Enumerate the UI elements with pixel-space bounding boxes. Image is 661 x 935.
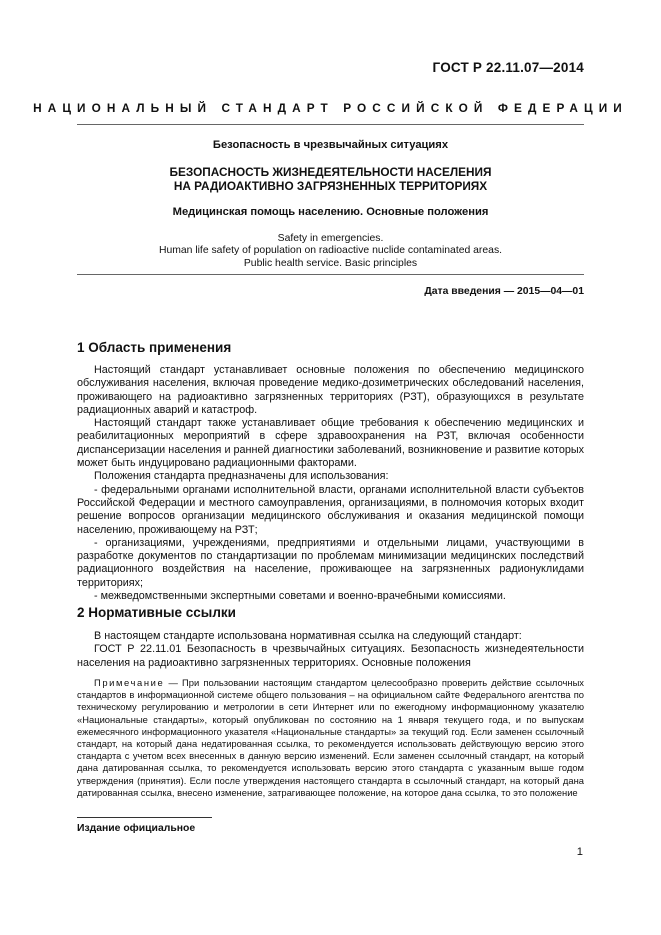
note-text: — При пользовании настоящим стандартом целесообразно проверить действие ссылочных стандартов в информационной системе общего пользования – на официальном сайте Федерального агентства по техническому регулированию и метрологии в сети Интернет или по ежегодному информационному указателю «Национальные стандарты», который опубликован по состоянию на 1 января текущего года, и по выпускам ежемесячного информационного указателя «Национальные стандарты» за текущий год. Если заменен ссылочный стандарт, на который дана недатированная ссылка, то рекомендуется использовать действующую версию этого стандарта с учетом всех внесенных в данную версию изменений. Если заменен ссылочный стандарт, на который дана датированная ссылка, то рекомендуется использовать версию этого стандарта с указанным выше годом утверждения (принятия). Если после утверждения настоящего стандарта в ссылочный стандарт, на который дана датированная ссылка, внесено изменение, затрагивающее положение, на которое дана ссылка, то это положение bbox=[77, 677, 584, 798]
main-title-line-2: НА РАДИОАКТИВНО ЗАГРЯЗНЕННЫХ ТЕРРИТОРИЯХ bbox=[173, 179, 488, 193]
section-1-paragraph: Положения стандарта предназначены для использования: bbox=[94, 470, 389, 483]
english-title bbox=[77, 233, 584, 270]
page-number: 1 bbox=[576, 846, 583, 858]
section-2-paragraph: В настоящем стандарте использована нормативная ссылка на следующий стандарт: bbox=[94, 630, 522, 642]
note bbox=[77, 677, 584, 799]
subtitle: Медицинская помощь населению. Основные положения bbox=[172, 206, 489, 218]
section-1-paragraph: Настоящий стандарт также устанавливает общие требования к обеспечению медицинских и реабилитационных мероприятий в сфере здравоохранения на РЗТ, включая особенности диспансеризации населения и ранней диагностики заболеваний, возникновение и развитие которых может быть индуцировано радиационными факторами. bbox=[77, 417, 584, 470]
main-title bbox=[77, 165, 584, 193]
section-1-list-item: - федеральными органами исполнительной власти, органами исполнительной власти субъектов Российской Федерации и местного самоуправления, организациями, в полномочия которых входит решение вопросов организации медицинского обслуживания и оказания медицинской помощи населению, проживающему на РЗТ; bbox=[77, 483, 584, 536]
title-divider bbox=[77, 274, 584, 275]
section-1-heading: 1 Область применения bbox=[77, 340, 232, 355]
english-title-line-1: Safety in emergencies. bbox=[277, 233, 384, 244]
series-title: Безопасность в чрезвычайных ситуациях bbox=[212, 139, 449, 151]
main-title-line-1: БЕЗОПАСНОСТЬ ЖИЗНЕДЕЯТЕЛЬНОСТИ НАСЕЛЕНИЯ bbox=[169, 165, 492, 179]
top-divider bbox=[77, 124, 584, 125]
introduction-date: Дата введения — 2015—04—01 bbox=[424, 286, 584, 297]
english-title-line-2: Human life safety of population on radioactive nuclide contaminated areas. bbox=[158, 245, 503, 257]
gost-code: ГОСТ Р 22.11.07—2014 bbox=[432, 60, 584, 75]
section-2-heading: 2 Нормативные ссылки bbox=[77, 605, 236, 620]
section-1-list-item: - организациями, учреждениями, предприятиями и отдельными лицами, участвующими в разработке документов по стандартизации по проблемам минимизации медицинских последствий радиационного воздействия на население, проживающее на загрязненных радионуклидами территориях; bbox=[77, 536, 584, 589]
referenced-standard: ГОСТ Р 22.11.01 Безопасность в чрезвычайных ситуациях. Безопасность жизнедеятельности населения на радиоактивно загрязненных территориях. Основные положения bbox=[77, 643, 584, 669]
official-edition-label: Издание официальное bbox=[77, 823, 196, 834]
section-1-paragraph: Настоящий стандарт устанавливает основные положения по обеспечению медицинского обслуживания населения, включая проведение медико-дозиметрических обследований населения, проживающего на радиоактивно загрязненных территориях (РЗТ), образующихся в результате радиационных аварий и катастроф. bbox=[77, 364, 584, 416]
footer-divider bbox=[77, 817, 212, 818]
note-label: Примечание bbox=[94, 677, 165, 688]
national-standard-banner: НАЦИОНАЛЬНЫЙ СТАНДАРТ РОССИЙСКОЙ ФЕДЕРАЦИИ bbox=[33, 101, 628, 115]
section-1-body bbox=[77, 364, 584, 603]
english-title-line-3: Public health service. Basic principles bbox=[243, 257, 418, 269]
section-2-body bbox=[77, 630, 584, 670]
section-1-list-item: - межведомственными экспертными советами и военно-врачебными комиссиями. bbox=[94, 590, 506, 603]
